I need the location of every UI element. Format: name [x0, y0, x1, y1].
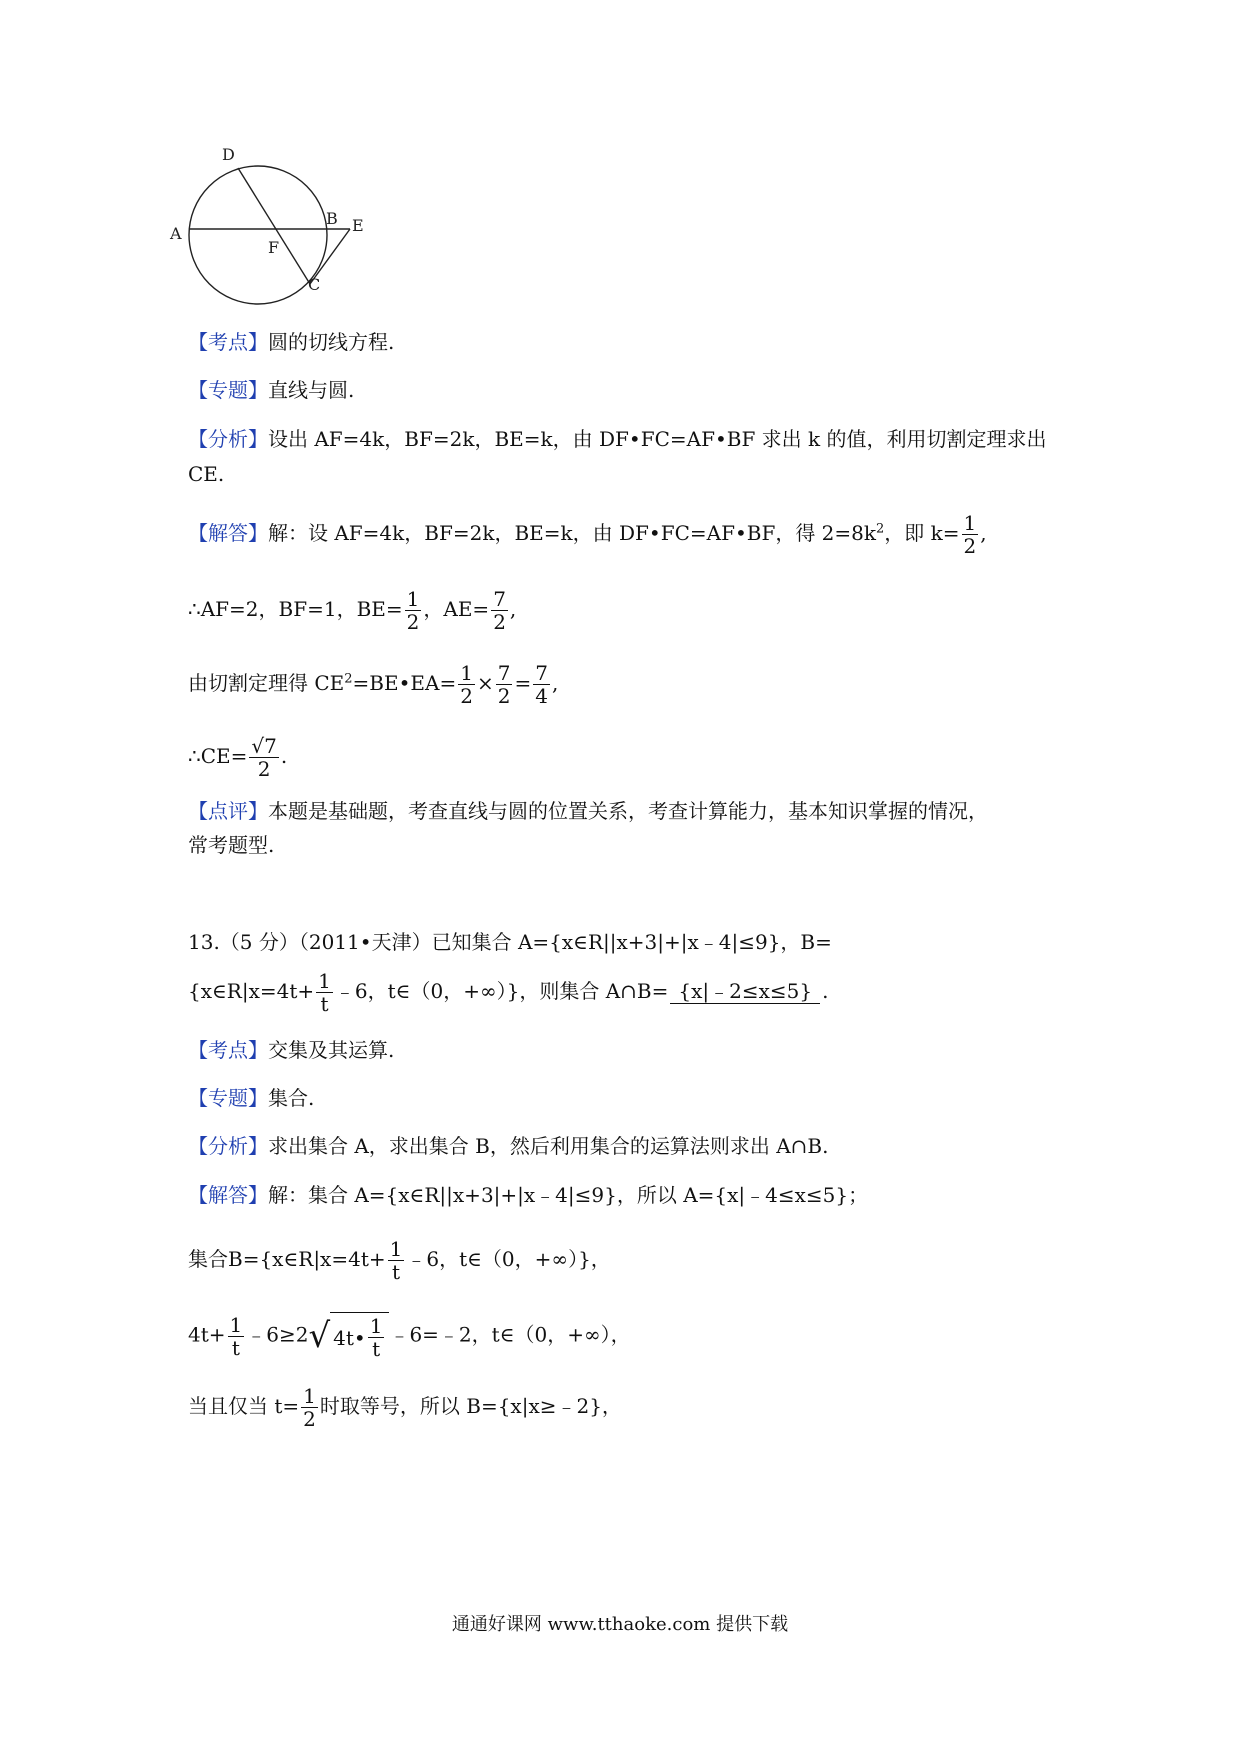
p13-line-2 [188, 1238, 611, 1283]
p13-l4-b: 时取等号，所以 B={x|x≥﹣2}， [319, 1394, 622, 1418]
p13-jieda-line [188, 1181, 868, 1209]
p13-zhuanti-text: 集合. [268, 1086, 315, 1110]
frac-num: √7 [251, 734, 277, 758]
p13-end: . [822, 979, 829, 1003]
frac-num: 1 [318, 969, 331, 993]
zhuanti-line [188, 376, 354, 404]
chord-dc [238, 168, 310, 284]
frac-num: 7 [535, 661, 548, 685]
fraction-one-over-t [388, 1238, 405, 1283]
p13-l3-a: 4t+ [188, 1322, 226, 1347]
dianping-line-1 [188, 797, 988, 825]
radicand [330, 1312, 389, 1360]
frac-num: 1 [229, 1312, 243, 1337]
frac-den: 2 [406, 610, 420, 634]
fenxi-tag: 【分析】 [188, 427, 268, 451]
jieda-l1-sup: 2 [876, 521, 885, 537]
p13-l2-b: ﹣6，t∈（0，+∞）}， [406, 1247, 611, 1271]
fenxi-text-2: CE. [188, 462, 225, 486]
label-e: E [352, 216, 364, 235]
p13-jieda-text: 解：集合 A={x∈R||x+3|+|x﹣4|≤9}，所以 A={x|﹣4≤x≤5}； [268, 1183, 869, 1207]
label-a: A [170, 224, 182, 243]
l3-sup: 2 [344, 671, 353, 687]
frac-den: 2 [303, 1407, 316, 1431]
dianping-text-1: 本题是基础题，考查直线与圆的位置关系，考查计算能力，基本知识掌握的情况， [268, 799, 988, 823]
kaodian-line [188, 328, 394, 356]
frac-num: 1 [369, 1314, 383, 1338]
frac-num: 7 [497, 661, 511, 685]
zhuanti-text: 直线与圆. [268, 378, 355, 402]
dianping-text-2: 常考题型. [188, 833, 275, 857]
p13-l4-a: 当且仅当 t= [188, 1394, 300, 1418]
p13-set-b-a: {x∈R|x=4t+ [188, 979, 315, 1003]
p13-kaodian-line [188, 1036, 394, 1064]
p13-jieda-tag: 【解答】 [188, 1183, 268, 1207]
footer: 通通好课网 www.tthaoke.com 提供下载 [451, 1614, 789, 1635]
answer-blank: {x|﹣2≤x≤5} [670, 979, 820, 1004]
fraction-one-over-t [368, 1315, 385, 1360]
p13-header: 13.（5 分）（2011•天津）已知集合 A={x∈R||x+3|+|x﹣4|≤9}，B= [188, 930, 832, 954]
p13-l3-c: ﹣6=﹣2，t∈（0，+∞）， [389, 1322, 631, 1347]
l2-end: , [509, 597, 517, 621]
label-b: B [326, 209, 338, 228]
solution-line-2 [188, 588, 516, 633]
l4-a: ∴CE= [188, 744, 248, 768]
label-d: D [222, 145, 235, 164]
l4-end: . [280, 744, 288, 768]
fenxi-text-1: 设出 AF=4k，BF=2k，BE=k，由 DF•FC=AF•BF 求出 k 的值，利用切割定理求出 [268, 427, 1047, 451]
fenxi-line-2 [188, 460, 224, 488]
p13-fenxi-line [188, 1132, 828, 1160]
jieda-l1-b: ，即 k= [884, 521, 960, 545]
jieda-tag: 【解答】 [188, 521, 268, 545]
sqrt-expression [308, 1312, 389, 1360]
label-c: C [308, 275, 321, 294]
frac-den: 2 [963, 534, 977, 558]
frac-num: 7 [493, 587, 506, 611]
problem-13-set-b [188, 970, 828, 1015]
fraction-one-over-t [316, 970, 333, 1015]
l3-b: =BE•EA= [352, 671, 457, 695]
p13-fenxi-text: 求出集合 A，求出集合 B，然后利用集合的运算法则求出 A∩B. [268, 1134, 829, 1158]
solution-line-3 [188, 662, 558, 707]
frac-den: t [391, 1260, 401, 1284]
jieda-l1-a: 解：设 AF=4k，BF=2k，BE=k，由 DF•FC=AF•BF，得 2=8k [268, 521, 877, 545]
fraction-be [405, 588, 422, 633]
kaodian-tag: 【考点】 [188, 330, 268, 354]
fraction-half [458, 662, 475, 707]
jieda-line-1 [188, 512, 987, 557]
circle [189, 166, 327, 304]
frac-den: t [320, 992, 329, 1016]
zhuanti-tag: 【专题】 [188, 378, 268, 402]
frac-num: 1 [389, 1237, 403, 1261]
frac-den: 2 [497, 684, 511, 708]
p13-set-b-b: ﹣6，t∈（0，+∞）}，则集合 A∩B= [334, 979, 669, 1003]
frac-num: 1 [406, 587, 420, 611]
fraction-ce [249, 735, 278, 780]
frac-num: 1 [460, 661, 473, 685]
p13-l2-a: 集合B={x∈R|x=4t+ [188, 1247, 386, 1271]
p13-kaodian-text: 交集及其运算. [268, 1038, 395, 1062]
kaodian-text: 圆的切线方程. [268, 330, 395, 354]
p13-l3-b: ﹣6≥2 [246, 1322, 309, 1347]
l3-eq: = [514, 671, 532, 695]
p13-zhuanti-tag: 【专题】 [188, 1086, 268, 1110]
fenxi-line-1 [188, 425, 1047, 453]
dianping-line-2 [188, 831, 274, 859]
frac-den: 2 [460, 684, 473, 708]
frac-num: 1 [963, 511, 977, 535]
jieda-l1-end: , [980, 521, 987, 545]
fraction-seven-half [496, 662, 513, 707]
frac-num: 1 [303, 1384, 316, 1408]
fraction-one-over-t [228, 1314, 245, 1359]
fraction-k [962, 512, 979, 557]
l2-b: ，AE= [423, 597, 490, 621]
p13-kaodian-tag: 【考点】 [188, 1038, 268, 1062]
fraction-ae [491, 588, 508, 633]
p13-zhuanti-line [188, 1084, 314, 1112]
frac-den: 2 [493, 610, 506, 634]
frac-den: t [231, 1335, 240, 1360]
radicand-a: 4t• [333, 1325, 366, 1350]
fraction-seven-quarter [533, 662, 550, 707]
p13-line-3 [188, 1312, 631, 1360]
l3-a: 由切割定理得 CE [188, 671, 345, 695]
frac-den: t [372, 1337, 381, 1361]
circle-diagram [170, 140, 420, 320]
dianping-tag: 【点评】 [188, 799, 268, 823]
solution-line-4 [188, 735, 287, 780]
frac-den: 2 [257, 757, 271, 781]
fraction-half [301, 1385, 318, 1430]
l2-a: ∴AF=2，BF=1，BE= [188, 597, 403, 621]
p13-fenxi-tag: 【分析】 [188, 1134, 268, 1158]
frac-den: 4 [535, 684, 548, 708]
label-f: F [268, 238, 280, 257]
problem-13-header [188, 928, 832, 956]
radical-sign: √ [308, 1316, 331, 1356]
l3-end: , [551, 671, 559, 695]
p13-line-4 [188, 1385, 622, 1430]
l3-times: × [476, 671, 494, 695]
